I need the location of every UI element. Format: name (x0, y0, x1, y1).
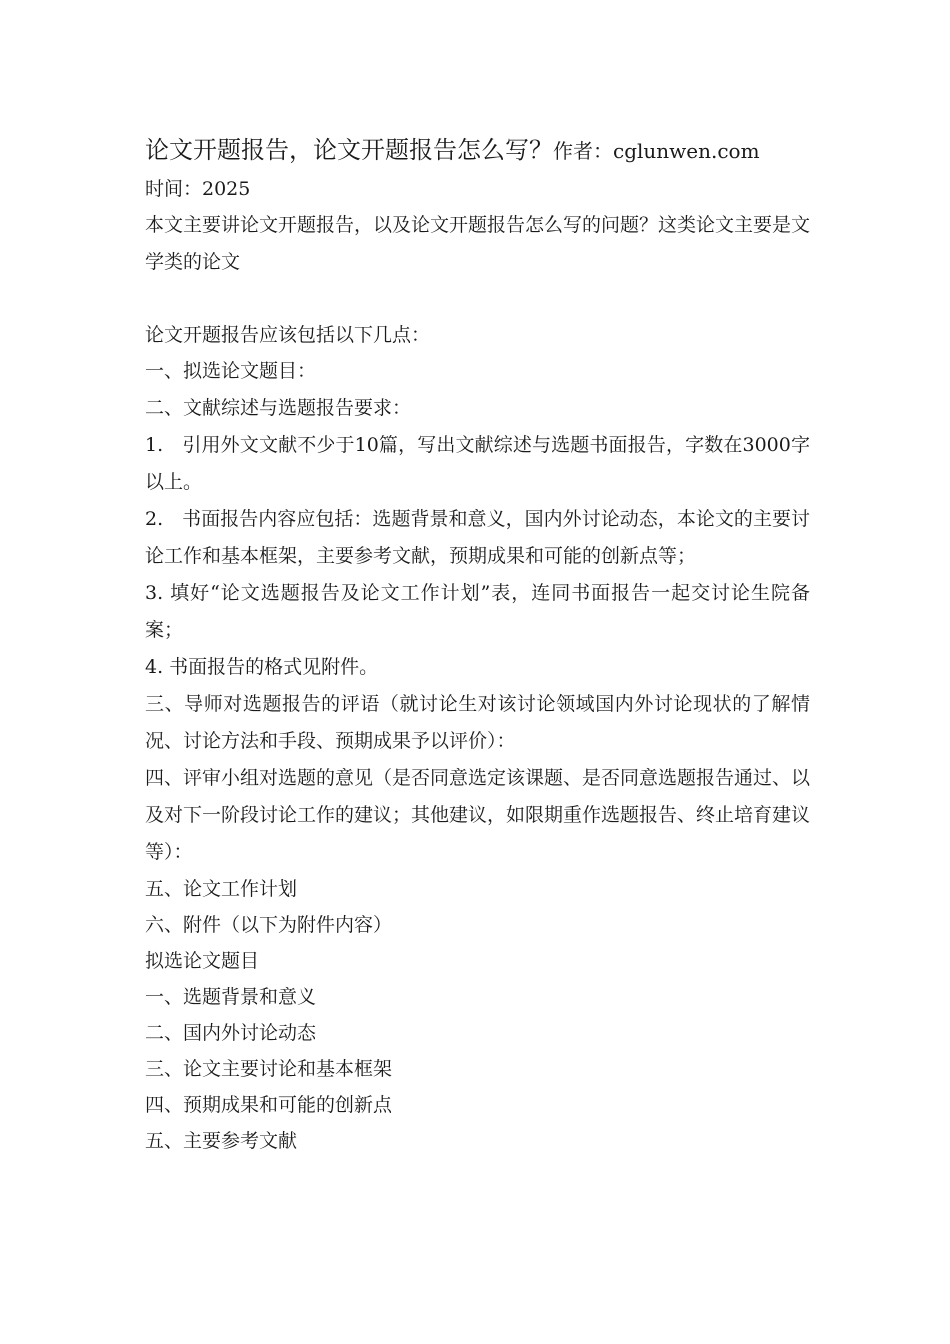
list-item: 2. 书面报告内容应包括：选题背景和意义，国内外讨论动态，本论文的主要讨论工作和基本框架，主要参考文献，预期成果和可能的创新点等； (145, 508, 810, 567)
list-item: 拟选论文题目 (145, 950, 260, 972)
list-item: 三、导师对选题报告的评语（就讨论生对该讨论领域国内外讨论现状的了解情况、讨论方法和手段、预期成果予以评价）： (145, 693, 810, 752)
document-title: 论文开题报告，论文开题报告怎么写？ (145, 136, 553, 164)
list-item: 二、文献综述与选题报告要求： (145, 397, 412, 419)
list-item: 六、附件（以下为附件内容） (145, 914, 393, 936)
list-item: 一、拟选论文题目： (145, 360, 317, 382)
list-item: 五、主要参考文献 (145, 1130, 298, 1152)
document-body (145, 130, 810, 1159)
list-item: 二、国内外讨论动态 (145, 1022, 317, 1044)
document-title-line (145, 130, 810, 171)
list-item: 3. 填好“论文选题报告及论文工作计划”表，连同书面报告一起交讨论生院备案； (145, 582, 810, 641)
list-item: 一、选题背景和意义 (145, 986, 317, 1008)
list-item: 四、预期成果和可能的创新点 (145, 1094, 393, 1116)
document-time: 时间：2025 (145, 178, 251, 200)
list-item: 四、评审小组对选题的意见（是否同意选定该课题、是否同意选题报告通过、以及对下一阶段讨论工作的建议；其他建议，如限期重作选题报告、终止培育建议等）： (145, 767, 811, 863)
document-author: 作者：cglunwen.com (553, 139, 760, 163)
document-intro: 本文主要讲论文开题报告，以及论文开题报告怎么写的问题？这类论文主要是文学类的论文 (145, 214, 811, 273)
report-items (145, 353, 810, 1159)
list-item: 三、论文主要讨论和基本框架 (145, 1058, 393, 1080)
paragraph-gap (145, 281, 810, 317)
list-item: 1. 引用外文文献不少于10篇，写出文献综述与选题书面报告，字数在3000字以上。 (145, 434, 810, 493)
list-item: 4. 书面报告的格式见附件。 (145, 656, 379, 678)
section-intro: 论文开题报告应该包括以下几点： (145, 324, 431, 346)
list-item: 五、论文工作计划 (145, 878, 298, 900)
